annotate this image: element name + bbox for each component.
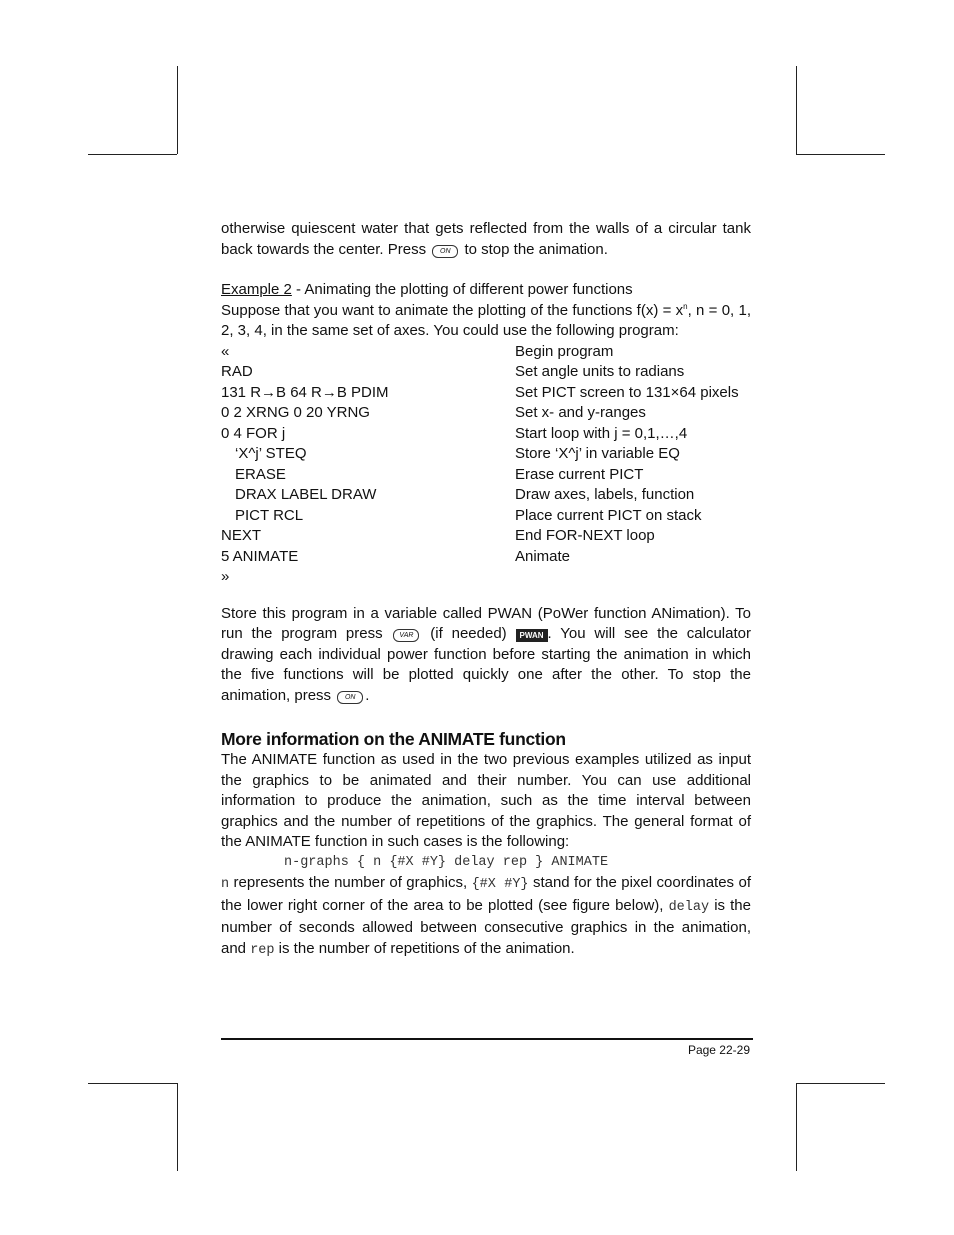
- program-code: ‘X^j’ STEQ: [235, 445, 307, 462]
- run-text-mid: (if needed): [421, 625, 516, 642]
- example-label: Example 2: [221, 281, 292, 298]
- program-comment: Begin program: [515, 342, 614, 360]
- run-paragraph: [221, 604, 751, 707]
- example-heading: [221, 280, 751, 301]
- program-code: ERASE: [235, 465, 286, 483]
- example-title: - Animating the plotting of different power functions: [291, 281, 633, 298]
- expl-text: stand for the pixel coordinates of the lower right corner of the area to be plotted (see figure below),: [221, 874, 751, 914]
- code-coords: {#X #Y}: [471, 877, 529, 892]
- section-heading: More information on the ANIMATE function: [221, 729, 566, 749]
- var-key-icon: VAR: [393, 629, 419, 642]
- program-code: 131 R→B 64 R→B PDIM: [221, 383, 389, 401]
- program-code: NEXT: [221, 527, 262, 544]
- footer-rule: [221, 1038, 753, 1040]
- pwan-softkey-icon: PWAN: [516, 629, 548, 642]
- program-comment: Animate: [515, 547, 571, 565]
- crop-mark: [796, 154, 885, 155]
- page-content: [221, 219, 751, 961]
- program-code: PICT RCL: [235, 506, 304, 524]
- program-line: [221, 506, 751, 527]
- crop-mark: [88, 154, 177, 155]
- program-code: 0 4 FOR j: [221, 424, 286, 442]
- section-paragraph: The ANIMATE function as used in the two previous examples utilized as input the graphics to be animated and their number. You can use additional information to produce the animation, such as the time interval between graphics and the number of repetitions of the graphics. The general format of the ANIMATE function in such cases is the following:: [221, 751, 751, 850]
- example-desc-text-end: , n = 0, 1, 2, 3, 4, in the same set of axes. You could use the following program:: [221, 301, 751, 339]
- program-line: [221, 342, 751, 363]
- program-code: DRAX LABEL DRAW: [235, 486, 377, 503]
- expl-text: is the number of seconds allowed between consecutive graphics in the animation, and: [221, 896, 751, 957]
- program-listing: [221, 342, 751, 588]
- intro-text-end: to stop the animation.: [460, 240, 608, 258]
- program-comment: [515, 567, 751, 588]
- program-comment: Erase current PICT: [515, 465, 644, 483]
- run-text: Store this program in a variable called PWAN (PoWer function ANimation). To run the program press: [221, 604, 751, 642]
- program-comment: End FOR-NEXT loop: [515, 527, 655, 544]
- run-text-end: .: [365, 686, 370, 704]
- program-comment: Place current PICT on stack: [515, 506, 702, 524]
- program-code: 0 2 XRNG 0 20 YRNG: [221, 404, 370, 421]
- program-comment: Set PICT screen to 131×64 pixels: [515, 383, 739, 401]
- code-n: n: [221, 877, 230, 892]
- program-code: 5 ANIMATE: [221, 547, 299, 565]
- on-key-icon: ON: [337, 691, 363, 704]
- program-comment: Store ‘X^j’ in variable EQ: [515, 445, 680, 462]
- crop-mark: [88, 1083, 177, 1084]
- syntax-explanation: [221, 873, 751, 961]
- run-text-cont: . You will see the calculator drawing each individual power function before starting the animation in which the five functions will be plotted quickly one after the other. To stop the animation, press: [221, 625, 751, 704]
- code-delay: delay: [668, 899, 710, 915]
- program-code: RAD: [221, 363, 253, 380]
- example-description: [221, 301, 751, 342]
- program-line: [221, 424, 751, 445]
- program-comment: Start loop with j = 0,1,…,4: [515, 424, 688, 442]
- program-comment: Draw axes, labels, function: [515, 486, 695, 503]
- intro-text: otherwise quiescent water that gets reflected from the walls of a circular tank back towards the center. Press: [221, 220, 751, 258]
- page-number: Page 22-29: [687, 1043, 750, 1057]
- expl-text: is the number of repetitions of the animation.: [274, 939, 575, 957]
- syntax-line: n-graphs { n {#X #Y} delay rep } ANIMATE: [284, 854, 609, 870]
- program-line: [221, 362, 751, 383]
- crop-mark: [796, 66, 797, 154]
- program-code: «: [221, 342, 230, 360]
- program-comment: Set angle units to radians: [515, 363, 685, 380]
- program-comment: Set x- and y-ranges: [515, 404, 646, 421]
- program-line: [221, 444, 751, 465]
- program-line: [221, 526, 751, 547]
- program-line: [221, 383, 751, 404]
- crop-mark: [796, 1083, 797, 1171]
- program-line: [221, 567, 751, 588]
- program-line: [221, 485, 751, 506]
- intro-paragraph: [221, 219, 751, 260]
- program-line: [221, 403, 751, 424]
- program-code: »: [221, 568, 230, 585]
- program-line: [221, 547, 751, 568]
- example-desc-text: Suppose that you want to animate the plotting of the functions f(x) = x: [221, 301, 684, 319]
- exponent: n: [683, 301, 688, 311]
- program-line: [221, 465, 751, 486]
- on-key-icon: ON: [432, 245, 458, 258]
- code-rep: rep: [250, 942, 275, 958]
- expl-text: represents the number of graphics,: [229, 874, 472, 891]
- crop-mark: [177, 1083, 178, 1171]
- crop-mark: [796, 1083, 885, 1084]
- crop-mark: [177, 66, 178, 154]
